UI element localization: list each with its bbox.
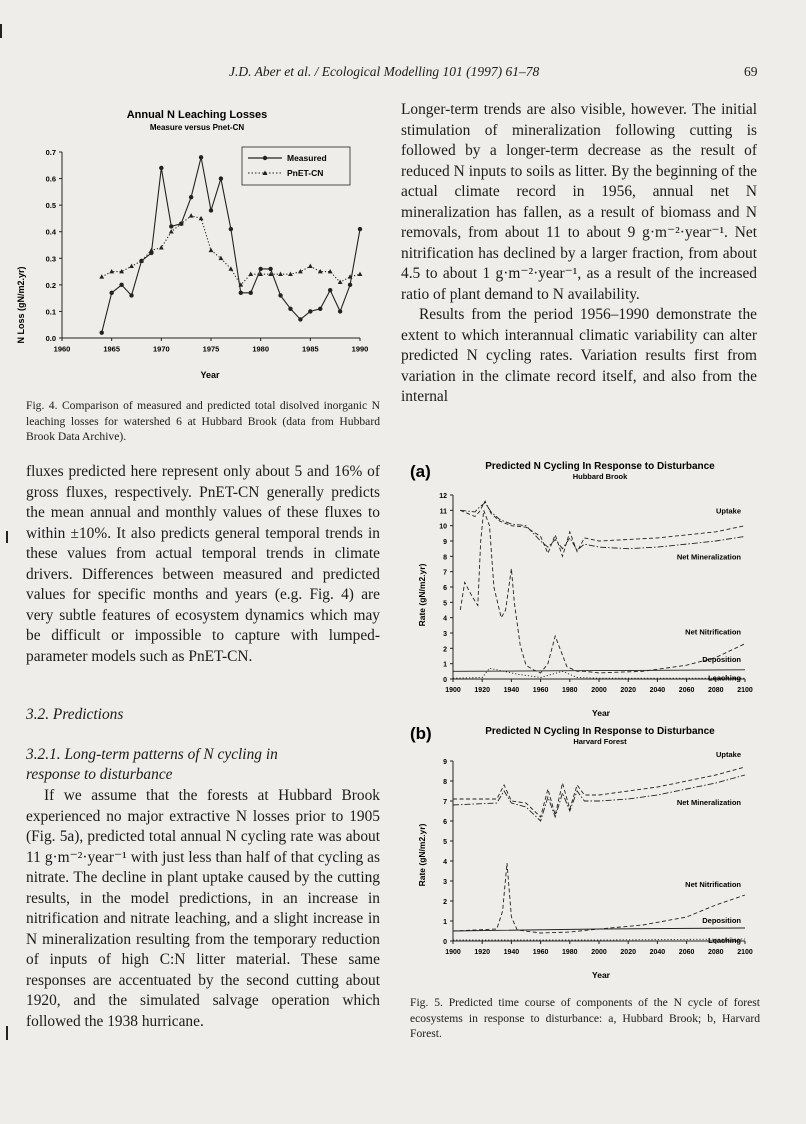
data-point-measured (199, 155, 203, 159)
panel-a-subtitle: Hubbard Brook (572, 472, 628, 481)
panel-a-y-label: Rate (gN/m2.yr) (417, 563, 427, 627)
y-tick-label: 9 (443, 759, 447, 766)
series-label-net-nitrification: Net Nitrification (685, 880, 741, 889)
data-point-measured (268, 267, 272, 271)
paragraph: Results from the period 1956–1990 demonstrate the extent to which interannual climatic variability can alter predicted N cycling rates. Variation results first from variation in the climate record itself, and also from the internal (401, 306, 757, 405)
series-label-leaching: Leaching (708, 936, 741, 945)
y-tick-label: 2 (443, 646, 447, 654)
y-tick-label: 0.4 (45, 227, 56, 237)
y-tick-label: 0 (443, 677, 447, 684)
data-point-measured (328, 288, 332, 292)
x-tick-label: 2060 (678, 949, 695, 956)
y-tick-label: 10 (439, 523, 447, 531)
y-tick-label: 4 (443, 859, 447, 866)
y-tick-label: 0.1 (45, 307, 56, 317)
y-tick-label: 12 (439, 493, 447, 500)
legend-marker-measured (263, 156, 267, 160)
x-tick-label: 2020 (620, 687, 636, 694)
x-tick-label: 1985 (301, 344, 319, 354)
margin-mark (6, 1026, 8, 1040)
x-tick-label: 1990 (351, 344, 369, 354)
data-point-measured (189, 195, 193, 199)
data-point-measured (249, 291, 253, 295)
y-tick-label: 3 (443, 879, 447, 886)
chart-subtitle: Measure versus Pnet-CN (149, 123, 245, 132)
margin-mark (0, 24, 2, 38)
data-point-measured (258, 267, 262, 271)
data-point-measured (129, 293, 133, 297)
series-label-uptake: Uptake (715, 506, 741, 516)
y-tick-label: 0.3 (45, 254, 56, 264)
x-tick-label: 2100 (737, 949, 753, 956)
x-tick-label: 1960 (532, 949, 549, 956)
data-point-pnet-cn (338, 280, 343, 284)
legend-label-measured: Measured (287, 153, 327, 163)
panel-b-title: Predicted N Cycling In Response to Disturbance (485, 726, 715, 737)
data-point-measured (358, 227, 362, 231)
y-tick-label: 11 (439, 508, 447, 516)
left-column-text (26, 462, 380, 667)
series-line-uptake (453, 767, 745, 817)
panel-b-x-label: Year (592, 970, 610, 980)
page-number: 69 (744, 64, 758, 79)
x-tick-label: 1980 (562, 949, 578, 956)
x-tick-label: 1960 (532, 687, 549, 694)
data-point-pnet-cn (189, 213, 194, 217)
series-line-uptake (460, 501, 745, 556)
panel-a-x-label: Year (592, 708, 610, 718)
x-tick-label: 1900 (445, 949, 461, 956)
x-tick-label: 2040 (649, 949, 666, 956)
series-line-net-nitrification (460, 510, 745, 673)
data-point-pnet-cn (288, 272, 293, 276)
x-tick-label: 2040 (649, 687, 666, 694)
data-point-pnet-cn (199, 216, 204, 220)
y-tick-label: 3 (443, 631, 447, 638)
y-tick-label: 4 (443, 615, 447, 623)
figure-4-caption: Fig. 4. Comparison of measured and predicted total disolved inorganic N leaching losses for watershed 6 at Hubbard Brook (data from Hubbard Brook Data Archive). (26, 399, 380, 443)
series-label-deposition: Deposition (702, 655, 741, 665)
data-point-measured (298, 317, 302, 321)
data-point-measured (209, 208, 213, 212)
y-tick-label: 0.5 (45, 201, 56, 211)
left-column-text-2 (26, 786, 380, 1032)
series-label-deposition: Deposition (702, 916, 741, 925)
x-tick-label: 1940 (503, 687, 520, 694)
y-tick-label: 0.2 (45, 280, 56, 290)
y-tick-label: 0 (443, 939, 447, 946)
x-tick-label: 2080 (708, 687, 724, 694)
x-tick-label: 1965 (103, 344, 121, 354)
series-label-leaching: Leaching (708, 673, 741, 683)
x-tick-label: 2000 (591, 949, 607, 956)
y-tick-label: 7 (443, 569, 447, 577)
panel-b-y-label: Rate (gN/m2.yr) (417, 823, 427, 887)
data-point-pnet-cn (149, 248, 154, 252)
series-label-net-mineralization: Net Mineralization (676, 552, 741, 562)
panel-a-title: Predicted N Cycling In Response to Disturbance (485, 461, 715, 472)
figure-5-chart (405, 455, 775, 985)
margin-mark (6, 531, 8, 543)
y-tick-label: 6 (443, 585, 447, 592)
data-point-measured (159, 166, 163, 170)
data-point-measured (318, 307, 322, 311)
x-tick-label: 1960 (53, 344, 71, 354)
paragraph: If we assume that the forests at Hubbard Brook experienced no major extractive N losses prior to 1905 (Fig. 5a), predicted total annual N cycling rate was about 11 g·m⁻²·year⁻¹ with just less than half of that cycling as nitrate. The decline in plant uptake caused by the cutting results, in the model predictions, in an increase in nitrification and nitrate leaching, and a slight increase in N mineralization resulting from the temporary reduction of inputs of high C:N litter material. These same responses are accentuated by the second cutting about 1920, and the simulated salvage operation which followed the 1938 hurricane. (26, 787, 380, 1030)
right-column-text (401, 100, 757, 408)
x-tick-label: 1920 (474, 687, 490, 694)
data-point-pnet-cn (129, 264, 134, 268)
x-tick-label: 2100 (737, 687, 753, 694)
panel-b-subtitle: Harvard Forest (573, 737, 627, 746)
legend-label-pnet: PnET-CN (287, 168, 324, 178)
x-tick-label: 1940 (503, 949, 520, 956)
y-tick-label: 8 (443, 779, 447, 786)
legend (242, 147, 350, 185)
x-tick-label: 2000 (591, 687, 607, 694)
series-line-deposition (453, 928, 745, 931)
data-point-measured (308, 309, 312, 313)
y-tick-label: 2 (443, 899, 447, 906)
x-tick-label: 1900 (445, 687, 461, 694)
subsection-heading: 3.2.1. Long-term patterns of N cycling in response to disturbance (26, 746, 278, 783)
x-tick-label: 2080 (708, 949, 724, 956)
y-tick-label: 0.0 (45, 334, 56, 343)
data-point-pnet-cn (228, 266, 233, 270)
y-axis-label: N Loss (gN/m2.yr) (16, 266, 26, 344)
data-point-measured (338, 309, 342, 313)
y-tick-label: 5 (443, 839, 447, 846)
x-tick-label: 1975 (202, 344, 220, 354)
y-tick-label: 0.7 (45, 148, 56, 157)
data-point-measured (229, 227, 233, 231)
y-tick-label: 8 (443, 554, 447, 562)
figure-5-caption: Fig. 5. Predicted time course of components of the N cycle of forest ecosystems in response to disturbance: a, Hubbard Brook; b, Harvard Forest. (410, 996, 760, 1040)
series-line-net-nitrification (453, 863, 745, 933)
y-tick-label: 0.6 (45, 174, 56, 184)
data-point-pnet-cn (308, 264, 313, 268)
data-point-measured (219, 176, 223, 180)
data-point-pnet-cn (209, 248, 214, 252)
data-point-pnet-cn (99, 274, 104, 278)
series-line-net-mineralization (460, 503, 745, 551)
panel-b-plot (443, 750, 753, 956)
series-label-net-nitrification: Net Nitrification (685, 627, 741, 637)
x-tick-label: 1980 (252, 344, 270, 354)
section-heading: 3.2. Predictions (26, 706, 124, 723)
x-tick-label: 1980 (562, 687, 578, 694)
y-tick-label: 1 (443, 919, 447, 926)
paragraph: Longer-term trends are also visible, however. The initial stimulation of mineralization following cutting is followed by a longer-term decrease as the result of reduced N inputs to soils as litter. By the beginning of the actual climate record in 1956, annual net N mineralization has fallen, as a result of biomass and N removals, from about 11 to about 9 g·m⁻²·year⁻¹. Net nitrification has declined by a larger fraction, from about 4.5 to about 1 g·m⁻²·year⁻¹, as a result of the increased ratio of plant demand to N availability. (401, 101, 757, 303)
y-tick-label: 9 (443, 539, 447, 546)
chart-title: Annual N Leaching Losses (126, 109, 268, 121)
data-point-measured (278, 293, 282, 297)
data-point-pnet-cn (278, 272, 283, 276)
panel-label-b: (b) (410, 724, 432, 743)
y-tick-label: 5 (443, 600, 447, 608)
series-line-measured (102, 157, 360, 332)
data-point-measured (109, 291, 113, 295)
y-tick-label: 6 (443, 819, 447, 826)
y-tick-label: 1 (443, 661, 447, 669)
data-point-measured (169, 224, 173, 228)
x-tick-label: 2020 (620, 949, 636, 956)
x-axis-label: Year (200, 370, 220, 380)
x-tick-label: 2060 (678, 687, 695, 694)
data-point-measured (119, 283, 123, 287)
series-label-net-mineralization: Net Mineralization (676, 798, 741, 807)
data-point-measured (288, 307, 292, 311)
paragraph: fluxes predicted here represent only about 5 and 16% of gross fluxes, respectively. PnET-CN generally predicts the mean annual and monthly values of these fluxes to within ±10%. It also predicts general temporal trends in these values from actual temporal trends in climate drivers. Differences between measured and predicted values for specific months and years (e.g. Fig. 4) are very subtle features of ecosystem dynamics which may be difficult or impossible to capture with lumped-parameter models such as PnET-CN. (26, 463, 380, 665)
figure-4-chart (10, 100, 380, 390)
data-point-measured (239, 291, 243, 295)
page-header (0, 64, 806, 84)
data-point-measured (100, 330, 104, 334)
data-point-measured (348, 283, 352, 287)
x-tick-label: 1970 (152, 344, 170, 354)
data-point-pnet-cn (358, 272, 363, 276)
panel-label-a: (a) (410, 462, 431, 481)
x-tick-label: 1920 (474, 949, 490, 956)
series-line-leaching (453, 939, 745, 940)
panel-a-plot (439, 493, 753, 694)
running-head: J.D. Aber et al. / Ecological Modelling 101 (1997) 61–78 (229, 64, 540, 79)
plot-area (46, 148, 369, 354)
data-point-pnet-cn (248, 272, 253, 276)
y-tick-label: 7 (443, 799, 447, 806)
series-label-uptake: Uptake (715, 750, 741, 759)
